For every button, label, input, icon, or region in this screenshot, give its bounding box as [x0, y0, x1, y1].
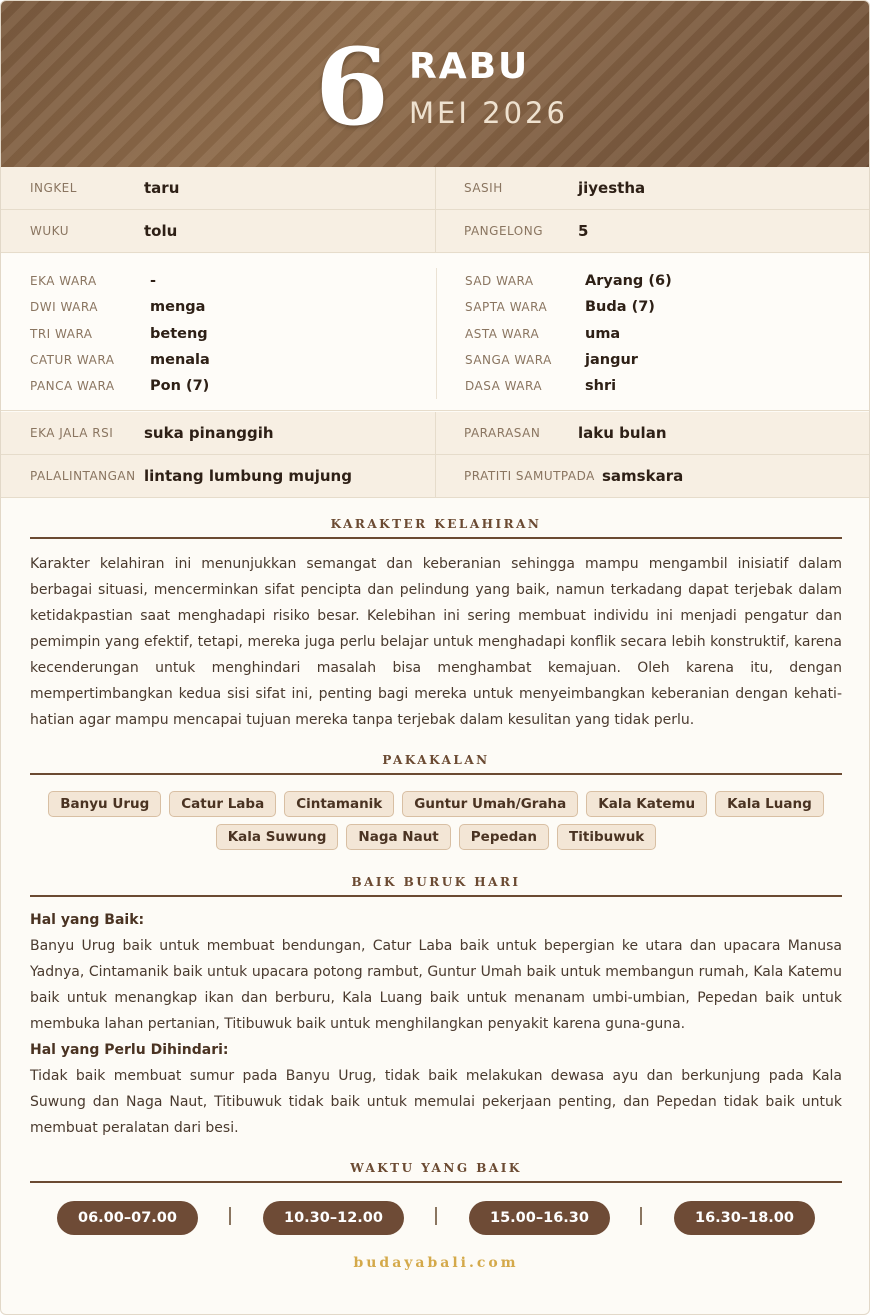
- info-label: PARARASAN: [464, 426, 541, 440]
- info-value: lintang lumbung mujung: [144, 467, 352, 485]
- pakakalan-tag: Guntur Umah/Graha: [402, 791, 578, 817]
- time-slot-pill: 06.00–07.00: [57, 1201, 198, 1235]
- info-cell-pangelong: [436, 210, 870, 252]
- info-cell-wuku: [1, 210, 436, 252]
- pakakalan-tag: Cintamanik: [284, 791, 394, 817]
- pakakalan-tag: Kala Luang: [715, 791, 824, 817]
- info-value: laku bulan: [578, 424, 667, 442]
- wara-row: [1, 373, 436, 399]
- wara-row: [437, 373, 870, 399]
- pakakalan-tag: Banyu Urug: [48, 791, 161, 817]
- wara-column-right: [436, 268, 870, 399]
- time-separator: [435, 1207, 437, 1225]
- info-grid-bottom: [1, 412, 870, 498]
- good-text: Banyu Urug baik untuk membuat bendungan, Catur Laba baik untuk bepergian ke utara dan upacara Manusa Yadnya, Cintamanik baik untuk upacara potong rambut, Guntur Umah baik untuk membangun rumah, Kala Katemu baik untuk menangkap ikan dan berburu, Kala Luang baik untuk menanam umbi-umbian, Pepedan baik untuk membuka lahan pertanian, Titibuwuk baik untuk menghilangkan penyakit karena guna-guna.: [30, 938, 842, 1032]
- pakakalan-section-title: PAKAKALAN: [30, 753, 842, 775]
- date-header: [1, 1, 870, 167]
- info-label: INGKEL: [30, 181, 77, 195]
- wara-value: shri: [585, 378, 617, 395]
- avoid-heading: Hal yang Perlu Dihindari:: [30, 1042, 229, 1058]
- wara-value: menga: [150, 299, 206, 316]
- info-cell-palalintangan: [1, 455, 436, 497]
- info-value: tolu: [144, 222, 178, 240]
- info-value: 5: [578, 222, 589, 240]
- wara-value: Aryang (6): [585, 273, 672, 290]
- good-heading: Hal yang Baik:: [30, 912, 145, 928]
- time-slot-pill: 10.30–12.00: [263, 1201, 404, 1235]
- wara-label: EKA WARA: [30, 274, 97, 289]
- avoid-text: Tidak baik membuat sumur pada Banyu Urug, tidak baik melakukan dewasa ayu dan berkunjung pada Kala Suwung dan Naga Naut, Titibuwuk tidak baik untuk memulai pekerjaan penting, dan Pepedan tidak baik untuk membuat peralatan dari besi.: [30, 1068, 842, 1136]
- karakter-text: Karakter kelahiran ini menunjukkan semangat dan keberanian sehingga mampu mengambil inisiatif dalam berbagai situasi, mencerminkan sifat pencipta dan pelindung yang baik, namun terkadang dapat terjebak dalam ketidakpastian saat menghadapi risiko besar. Kelebihan ini sering membuat individu ini menjadi pengatur dan pemimpin yang efektif, tetapi, mereka juga perlu belajar untuk menghadapi konflik secara lebih konstruktif, karena kecenderungan untuk menghindari masalah bisa menghambat kemajuan. Oleh karena itu, dengan mempertimbangkan kedua sisi sifat ini, penting bagi mereka untuk menyeimbangkan keberanian dengan kehati-hatian agar mampu mencapai tujuan mereka tanpa terjebak dalam kesulitan yang tidak perlu.: [30, 556, 842, 728]
- info-row: [1, 455, 870, 498]
- wara-label: SAD WARA: [465, 274, 534, 289]
- wara-value: -: [150, 273, 157, 290]
- wara-column-left: [1, 268, 436, 399]
- waktu-section-title: WAKTU YANG BAIK: [30, 1161, 842, 1183]
- info-value: suka pinanggih: [144, 424, 274, 442]
- info-cell-ingkel: [1, 167, 436, 209]
- wara-value: jangur: [585, 352, 638, 369]
- wara-label: DASA WARA: [465, 379, 543, 394]
- wara-row: [437, 321, 870, 347]
- info-label: SASIH: [464, 181, 503, 195]
- pakakalan-tag: Kala Katemu: [586, 791, 707, 817]
- wara-label: CATUR WARA: [30, 353, 115, 368]
- wara-value: Pon (7): [150, 378, 210, 395]
- day-name: RABU: [409, 46, 530, 87]
- baik-buruk-section-title: BAIK BURUK HARI: [30, 875, 842, 897]
- wara-label: ASTA WARA: [465, 326, 540, 341]
- wara-label: TRI WARA: [30, 326, 93, 341]
- info-label: PANGELONG: [464, 224, 544, 238]
- info-grid-top: [1, 167, 870, 253]
- footer-site-name: budayabali.com: [353, 1255, 519, 1271]
- info-cell-eka-jala-rsi: [1, 412, 436, 454]
- wara-row: [1, 321, 436, 347]
- wara-value: uma: [585, 325, 621, 342]
- baik-buruk-content: [30, 907, 842, 1141]
- wara-label: SANGA WARA: [465, 353, 552, 368]
- time-separator: [640, 1207, 642, 1225]
- pakakalan-tag-list: [30, 791, 842, 850]
- pakakalan-tag: Titibuwuk: [557, 824, 656, 850]
- info-row: [1, 167, 870, 210]
- info-label: PRATITI SAMUTPADA: [464, 469, 595, 483]
- info-row: [1, 412, 870, 455]
- wara-value: menala: [150, 352, 210, 369]
- wara-label: SAPTA WARA: [465, 300, 548, 315]
- karakter-section-title: KARAKTER KELAHIRAN: [30, 517, 842, 539]
- wara-value: Buda (7): [585, 299, 655, 316]
- wara-block: [1, 254, 870, 411]
- day-number: 6: [315, 24, 389, 149]
- time-slot-pill: 15.00–16.30: [469, 1201, 610, 1235]
- time-separator: [229, 1207, 231, 1225]
- pakakalan-tag: Kala Suwung: [216, 824, 339, 850]
- wara-label: DWI WARA: [30, 300, 98, 315]
- wara-row: [437, 268, 870, 294]
- info-label: WUKU: [30, 224, 69, 238]
- wara-row: [437, 347, 870, 373]
- pakakalan-tag: Pepedan: [459, 824, 549, 850]
- good-times-row: [30, 1201, 842, 1237]
- wara-row: [1, 294, 436, 320]
- pakakalan-tag: Naga Naut: [346, 824, 450, 850]
- info-value: samskara: [602, 467, 684, 485]
- month-year: MEI 2026: [409, 96, 568, 130]
- pakakalan-tag: Catur Laba: [169, 791, 276, 817]
- wara-row: [1, 268, 436, 294]
- wara-value: beteng: [150, 325, 208, 342]
- info-cell-pararasan: [436, 412, 870, 454]
- wara-label: PANCA WARA: [30, 379, 115, 394]
- wara-row: [1, 347, 436, 373]
- info-label: EKA JALA RSI: [30, 426, 114, 440]
- info-value: jiyestha: [578, 179, 646, 197]
- info-cell-pratiti-samutpada: [436, 455, 870, 497]
- info-value: taru: [144, 179, 180, 197]
- wara-row: [437, 294, 870, 320]
- time-slot-pill: 16.30–18.00: [674, 1201, 815, 1235]
- info-cell-sasih: [436, 167, 870, 209]
- info-row: [1, 210, 870, 253]
- info-label: PALALINTANGAN: [30, 469, 136, 483]
